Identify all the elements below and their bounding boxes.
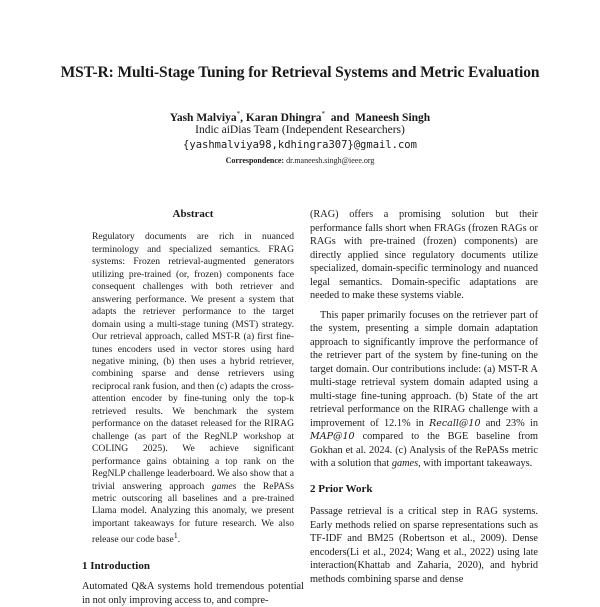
prior-work-text: Passage retrieval is a critical step in RAG systems. Early methods relied on sparse representations such as TF-IDF and BM25 (Robertson et al., 2009). Dense encoders(Li et al., 2024; Wang et al., 2022) using late interaction(Khattab and Zaharia, 2020), and hybrid methods combining sparse and dense (310, 506, 538, 585)
left-column (82, 208, 304, 607)
author-mark: * (236, 110, 241, 118)
correspondence-label: Correspondence: (225, 156, 285, 165)
paragraph-text: This paper primarily focuses on the retriever part of the system, presenting a simple domain adaptation approach to significantly improve the performance of the retriever part of the system by fine-tuning on the target domain. Our contributions include: (a) MST-R A multi-stage retrieval system domain adapted using a multi-stage fine-tuning approach. (b) State of the art retrieval performance on the RIRAG challenge with a improvement of 12.1% in (310, 309, 538, 429)
abstract-text-part: the RePASs metric outscoring all baselines and a pre-trained Llama model. Analyzing this anomaly, we present important takeaways for future research. We also release our code base (92, 480, 295, 546)
metric-recall: Recall@10 (429, 417, 481, 429)
paragraph-text: and 23% in (485, 417, 539, 429)
section-heading-introduction: 1 Introduction (82, 559, 150, 572)
footnote-mark: 1 (173, 531, 178, 541)
correspondence-email: dr.maneesh.singh@ieee.org (286, 156, 375, 165)
paper-title: MST-R: Multi-Stage Tuning for Retrieval Systems and Metric Evaluation (60, 64, 540, 81)
italic-word: games (391, 458, 419, 469)
author-conjunction: and (330, 111, 350, 124)
author-separator: , (240, 111, 243, 124)
author-mark: * (321, 110, 326, 118)
abstract-text-part: . (177, 534, 181, 546)
abstract-text-part: Regulatory documents are rich in nuanced terminology and specialized semantics. FRAG systems: Frozen retrieval-augmented generators utilizing pre-trained (or, frozen) components face consequent challenges with both retriever and answering performance. We present a system that adapts the retriever performance to the target domain using a multi-stage tuning (MST) strategy. Our retrieval approach, called MST-R (a) first fine-tunes encoders used in vector stores using hard negative mining, (b) then uses a hybrid retriever, combining sparse and dense retrievers using reciprocal rank fusion, and then (c) adapts the cross-attention encoder by fine-tuning only the top-k retrieved results. We benchmark the system performance on the dataset released for the RIRAG challenge (as part of the RegNLP workshop at COLING 2025). We achieve significant performance gains obtaining a top rank on the RegNLP challenge leaderboard. We also show that a trivial answering approach (92, 231, 294, 492)
introduction-text: Automated Q&A systems hold tremendous potential in not only improving access to, and compre- (82, 581, 304, 606)
paragraph-text: , with important takeaways. (418, 458, 533, 469)
abstract-heading: Abstract (172, 208, 214, 220)
author-emails: {yashmalviya98,kdhingra307}@gmail.com (183, 139, 417, 151)
abstract-text (92, 231, 294, 547)
author-name: Karan Dhingra (245, 111, 322, 124)
abstract-italic-word: games (211, 480, 237, 492)
metric-map: MAP@10 (310, 431, 355, 442)
affiliation: Indic aiDias Team (Independent Researchers) (195, 124, 405, 136)
section-heading-prior-work: 2 Prior Work (310, 482, 373, 495)
paragraph: (RAG) offers a promising solution but their performance falls short when FRAGs (frozen RAGs or RAGs with pre-trained (frozen) components) are directly applied since regulatory documents utilize specialized, domain-specific terminology and nuanced legal semantics. Domain-specific adaptations are needed to make these systems viable. (310, 209, 538, 301)
author-name: Yash Malviya (169, 111, 237, 124)
right-column (310, 208, 538, 586)
author-name: Maneesh Singh (355, 111, 431, 124)
correspondence-line (0, 156, 600, 165)
paragraph-text: compared to the BGE baseline from Gokhan et al. 2024. (c) Analysis of the RePASs metric with a solution that (310, 431, 538, 469)
author-list (0, 110, 600, 124)
paragraph (310, 309, 538, 471)
